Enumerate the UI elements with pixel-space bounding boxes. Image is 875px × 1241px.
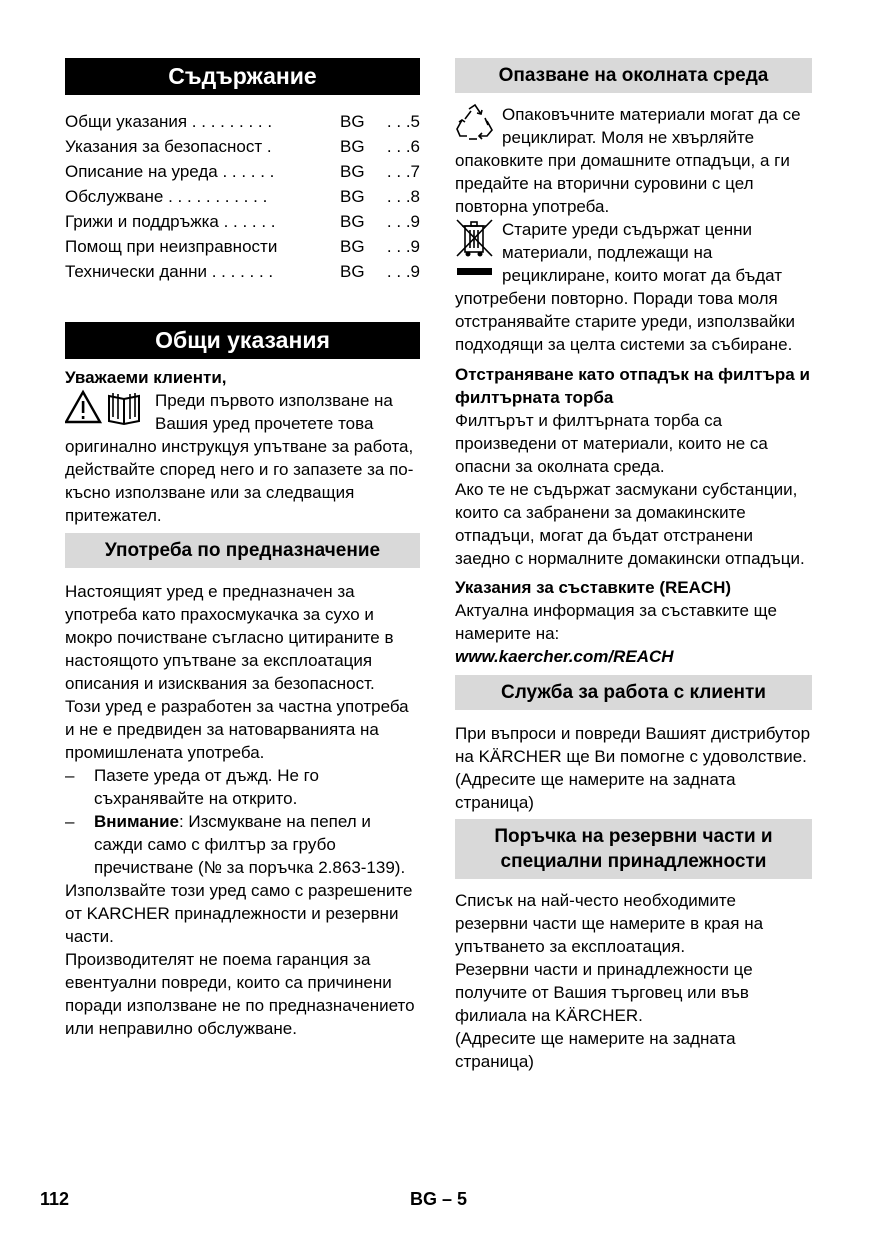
parts-p1: Списък на най-често необходимите резервни части ще намерите в края на упътването за експлоатация. (455, 891, 764, 956)
toc-lang: BG (340, 162, 365, 181)
customer-service-heading: Служба за работа с клиенти (455, 675, 812, 710)
toc-page: . . .6 (386, 137, 420, 156)
list-item (65, 810, 420, 879)
toc-page: . . .9 (386, 262, 420, 281)
toc-title: Указания за безопасност . (65, 137, 272, 156)
toc-page: . . .9 (386, 212, 420, 231)
toc-title: Технически данни . . . . . . . (65, 262, 274, 281)
toc-row[interactable] (65, 109, 420, 134)
crossed-bin-icon (455, 218, 495, 280)
service-p2: (Адресите ще намерите на задната страница) (455, 770, 736, 812)
toc-page: . . .7 (386, 162, 420, 181)
toc-title: Грижи и поддръжка . . . . . . (65, 212, 276, 231)
toc-row[interactable] (65, 184, 420, 209)
reach-link[interactable]: www.kaercher.com/REACH (455, 647, 674, 666)
environment-heading: Опазване на околната среда (455, 58, 812, 93)
weee-text: Старите уреди съдържат ценни материали, подлежащи на рециклиране, които могат да бъдат употребени повторно. Поради това моля отстранявайте старите уреди, използвайки подходящи за целта системи за събиране. (455, 220, 796, 354)
page-number: 112 (40, 1189, 70, 1209)
toc-row[interactable] (65, 234, 420, 259)
list-item (65, 764, 420, 810)
toc-title: Описание на уреда . . . . . . (65, 162, 275, 181)
filter-p1: Филтърът и филтърната торба са произведени от материали, които не са опасни за околната среда. (455, 411, 768, 476)
toc-row[interactable] (65, 209, 420, 234)
reach-heading: Указания за съставките (REACH) (455, 578, 732, 597)
intended-p3: Използвайте този уред само с разрешените от KARCHER принадлежности и резервни части. (65, 881, 413, 946)
list-item-text: : Изсмукване на пепел и сажди само с филтър за грубо пречистване (№ за поръчка 2.863-139). (94, 812, 406, 877)
toc-page: . . .8 (386, 187, 420, 206)
recycle-icon (455, 103, 495, 147)
toc-lang: BG (340, 187, 365, 206)
weee-block (455, 218, 812, 356)
toc-row[interactable] (65, 159, 420, 184)
section-page-label: BG – 5 (410, 1189, 468, 1209)
toc-lang: BG (340, 112, 365, 131)
parts-p3: (Адресите ще намерите на задната страница) (455, 1029, 736, 1071)
intended-p4: Производителят не поема гаранция за евентуални повреди, които са причинени поради използване не по предназначението или неправилно обслужване. (65, 950, 415, 1038)
toc-heading: Съдържание (65, 58, 420, 95)
intro-block (65, 389, 420, 527)
reach-text: Актуална информация за съставките ще намерите на: (455, 601, 777, 643)
recycle-block (455, 103, 812, 218)
filter-disposal-heading: Отстраняване като отпадък на филтъра и филтърната торба (455, 365, 810, 407)
warning-manual-icon (65, 389, 149, 435)
toc-row[interactable] (65, 134, 420, 159)
table-of-contents (65, 109, 420, 284)
recycle-text: Опаковъчните материали могат да се рециклират. Моля не хвърляйте опаковките при домашните отпадъци, а ги предайте на вторични суровини с цел повторна употреба. (455, 105, 801, 216)
intended-p1: Настоящият уред е предназначен за употреба като прахосмукачка за сухо и мокро почистване съгласно цитираните в настоящото упътване за експлоатация описания и изисквания за безопасност. (65, 582, 394, 693)
spare-parts-heading: Поръчка на резервни части и специални принадлежности (455, 819, 812, 879)
toc-page: . . .9 (386, 237, 420, 256)
toc-title: Общи указания . . . . . . . . . (65, 112, 273, 131)
general-heading: Общи указания (65, 322, 420, 359)
greeting: Уважаеми клиенти, (65, 368, 227, 387)
toc-lang: BG (340, 212, 365, 231)
filter-p2: Ако те не съдържат засмукани субстанции, които са забранени за домакинските отпадъци, могат да бъдат отстранени заедно с нормалните домакински отпадъци. (455, 480, 805, 568)
intro-text: Преди първото използване на Вашия уред прочетете това оригинално инструкцуя упътване за работа, действайте според него и го запазете за по-късно използване или за следващия притежател. (65, 391, 414, 525)
toc-title: Помощ при неизправности (65, 237, 278, 256)
service-p1: При въпроси и повреди Вашият дистрибутор на KÄRCHER ще Ви помогне с удоволствие. (455, 724, 811, 766)
toc-lang: BG (340, 262, 365, 281)
toc-lang: BG (340, 137, 365, 156)
toc-title: Обслужване . . . . . . . . . . . (65, 187, 268, 206)
parts-p2: Резервни части и принадлежности це получите от Вашия търговец или във филиала на KÄRCHER. (455, 960, 753, 1025)
intended-use-heading: Употреба по предназначение (65, 533, 420, 568)
toc-row[interactable] (65, 259, 420, 284)
list-item-bold: Внимание (94, 812, 179, 831)
list-item-text: Пазете уреда от дъжд. Не го съхранявайте на открито. (94, 766, 319, 808)
toc-lang: BG (340, 237, 365, 256)
intended-p2: Този уред е разработен за частна употреба и не е предвиден за натоварванията на промишлената употреба. (65, 697, 409, 762)
right-column (455, 58, 812, 1073)
intended-list (65, 764, 420, 879)
toc-page: . . .5 (386, 112, 420, 131)
left-column (65, 58, 420, 1040)
